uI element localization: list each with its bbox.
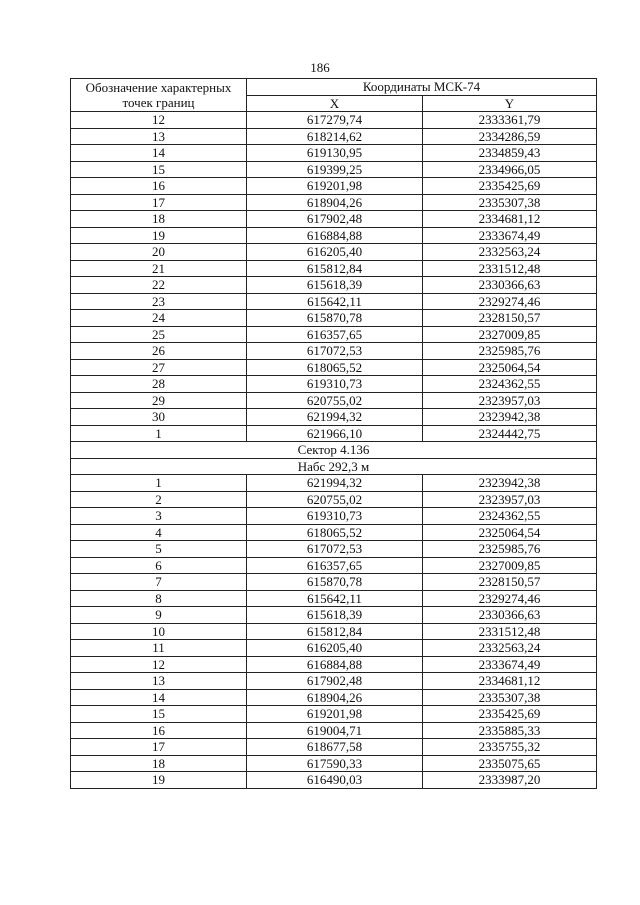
point-cell: 2	[71, 491, 247, 508]
table-row	[71, 673, 597, 690]
y-cell: 2331512,48	[423, 260, 597, 277]
y-cell: 2323957,03	[423, 491, 597, 508]
y-cell: 2328150,57	[423, 574, 597, 591]
point-cell: 10	[71, 623, 247, 640]
y-cell: 2330366,63	[423, 277, 597, 294]
point-cell: 22	[71, 277, 247, 294]
x-cell: 615812,84	[247, 260, 423, 277]
y-cell: 2335755,32	[423, 739, 597, 756]
point-cell: 21	[71, 260, 247, 277]
y-cell: 2325985,76	[423, 541, 597, 558]
y-cell: 2327009,85	[423, 557, 597, 574]
sector-header	[71, 442, 597, 475]
y-cell: 2335307,38	[423, 689, 597, 706]
point-cell: 12	[71, 112, 247, 129]
table-row	[71, 260, 597, 277]
x-cell: 618677,58	[247, 739, 423, 756]
y-cell: 2332563,24	[423, 244, 597, 261]
point-cell: 13	[71, 128, 247, 145]
point-cell: 19	[71, 227, 247, 244]
x-cell: 615870,78	[247, 310, 423, 327]
sector-title: Сектор 4.136	[71, 442, 597, 459]
y-cell: 2324362,55	[423, 508, 597, 525]
points-header-line1: Обозначение характерных	[85, 80, 232, 95]
x-cell: 617902,48	[247, 211, 423, 228]
y-cell: 2332563,24	[423, 640, 597, 657]
x-cell: 615870,78	[247, 574, 423, 591]
table-row	[71, 227, 597, 244]
table-row	[71, 244, 597, 261]
y-cell: 2335425,69	[423, 706, 597, 723]
point-cell: 24	[71, 310, 247, 327]
y-cell: 2335307,38	[423, 194, 597, 211]
x-cell: 620755,02	[247, 392, 423, 409]
table-row	[71, 722, 597, 739]
x-cell: 617590,33	[247, 755, 423, 772]
block1-rows	[71, 112, 597, 442]
table-row	[71, 607, 597, 624]
point-cell: 30	[71, 409, 247, 426]
x-cell: 619004,71	[247, 722, 423, 739]
x-cell: 618904,26	[247, 689, 423, 706]
table-row	[71, 161, 597, 178]
point-cell: 4	[71, 524, 247, 541]
y-cell: 2329274,46	[423, 293, 597, 310]
table-row	[71, 392, 597, 409]
y-cell: 2334286,59	[423, 128, 597, 145]
y-cell: 2334681,12	[423, 673, 597, 690]
table-row	[71, 178, 597, 195]
x-cell: 619310,73	[247, 508, 423, 525]
y-cell: 2334859,43	[423, 145, 597, 162]
point-cell: 17	[71, 739, 247, 756]
x-cell: 615642,11	[247, 293, 423, 310]
table-row	[71, 739, 597, 756]
y-cell: 2329274,46	[423, 590, 597, 607]
point-cell: 19	[71, 772, 247, 789]
y-cell: 2334681,12	[423, 211, 597, 228]
point-cell: 18	[71, 211, 247, 228]
x-cell: 619201,98	[247, 178, 423, 195]
block2-rows	[71, 475, 597, 789]
x-cell: 616205,40	[247, 640, 423, 657]
x-cell: 617902,48	[247, 673, 423, 690]
x-cell: 616884,88	[247, 656, 423, 673]
point-cell: 16	[71, 178, 247, 195]
point-cell: 13	[71, 673, 247, 690]
point-cell: 14	[71, 145, 247, 162]
x-cell: 619201,98	[247, 706, 423, 723]
point-cell: 25	[71, 326, 247, 343]
point-cell: 1	[71, 475, 247, 492]
point-cell: 12	[71, 656, 247, 673]
point-cell: 23	[71, 293, 247, 310]
x-column-header: X	[247, 95, 423, 112]
x-cell: 618065,52	[247, 524, 423, 541]
x-cell: 617072,53	[247, 343, 423, 360]
point-cell: 15	[71, 706, 247, 723]
point-cell: 7	[71, 574, 247, 591]
table-header	[71, 79, 597, 112]
table-row	[71, 689, 597, 706]
point-cell: 6	[71, 557, 247, 574]
y-cell: 2335425,69	[423, 178, 597, 195]
table-row	[71, 326, 597, 343]
coordinates-table	[70, 78, 597, 789]
table-row	[71, 656, 597, 673]
table-row	[71, 508, 597, 525]
coordinate-system-header: Координаты МСК-74	[247, 79, 597, 96]
point-cell: 20	[71, 244, 247, 261]
table-row	[71, 194, 597, 211]
x-cell: 616357,65	[247, 557, 423, 574]
table-row	[71, 293, 597, 310]
y-cell: 2335885,33	[423, 722, 597, 739]
table-row	[71, 755, 597, 772]
table-row	[71, 211, 597, 228]
point-cell: 17	[71, 194, 247, 211]
table-row	[71, 359, 597, 376]
x-cell: 615618,39	[247, 277, 423, 294]
y-cell: 2333361,79	[423, 112, 597, 129]
y-cell: 2335075,65	[423, 755, 597, 772]
points-header-line2: точек границ	[122, 95, 195, 110]
x-cell: 617072,53	[247, 541, 423, 558]
table-row	[71, 128, 597, 145]
point-cell: 27	[71, 359, 247, 376]
table-row	[71, 491, 597, 508]
table-row	[71, 425, 597, 442]
point-cell: 1	[71, 425, 247, 442]
y-column-header: Y	[423, 95, 597, 112]
x-cell: 621994,32	[247, 409, 423, 426]
points-column-header	[71, 79, 247, 112]
table-row	[71, 772, 597, 789]
point-cell: 3	[71, 508, 247, 525]
y-cell: 2325064,54	[423, 524, 597, 541]
x-cell: 618214,62	[247, 128, 423, 145]
table-row	[71, 557, 597, 574]
table-row	[71, 376, 597, 393]
sector-height: Набс 292,3 м	[71, 458, 597, 475]
y-cell: 2323942,38	[423, 475, 597, 492]
x-cell: 615642,11	[247, 590, 423, 607]
x-cell: 618904,26	[247, 194, 423, 211]
y-cell: 2323942,38	[423, 409, 597, 426]
point-cell: 26	[71, 343, 247, 360]
y-cell: 2325985,76	[423, 343, 597, 360]
y-cell: 2330366,63	[423, 607, 597, 624]
point-cell: 5	[71, 541, 247, 558]
point-cell: 9	[71, 607, 247, 624]
y-cell: 2331512,48	[423, 623, 597, 640]
point-cell: 8	[71, 590, 247, 607]
y-cell: 2328150,57	[423, 310, 597, 327]
y-cell: 2333987,20	[423, 772, 597, 789]
x-cell: 621966,10	[247, 425, 423, 442]
table-row	[71, 310, 597, 327]
x-cell: 615812,84	[247, 623, 423, 640]
table-row	[71, 112, 597, 129]
point-cell: 11	[71, 640, 247, 657]
x-cell: 616884,88	[247, 227, 423, 244]
table-row	[71, 541, 597, 558]
y-cell: 2333674,49	[423, 656, 597, 673]
table-row	[71, 343, 597, 360]
table-row	[71, 623, 597, 640]
table-row	[71, 475, 597, 492]
x-cell: 620755,02	[247, 491, 423, 508]
x-cell: 621994,32	[247, 475, 423, 492]
point-cell: 14	[71, 689, 247, 706]
point-cell: 18	[71, 755, 247, 772]
x-cell: 619399,25	[247, 161, 423, 178]
y-cell: 2333674,49	[423, 227, 597, 244]
y-cell: 2325064,54	[423, 359, 597, 376]
y-cell: 2324442,75	[423, 425, 597, 442]
y-cell: 2323957,03	[423, 392, 597, 409]
x-cell: 617279,74	[247, 112, 423, 129]
point-cell: 28	[71, 376, 247, 393]
y-cell: 2327009,85	[423, 326, 597, 343]
page-number: 186	[310, 60, 330, 75]
point-cell: 29	[71, 392, 247, 409]
table-row	[71, 590, 597, 607]
y-cell: 2324362,55	[423, 376, 597, 393]
x-cell: 618065,52	[247, 359, 423, 376]
x-cell: 615618,39	[247, 607, 423, 624]
table-row	[71, 574, 597, 591]
table-row	[71, 640, 597, 657]
x-cell: 616357,65	[247, 326, 423, 343]
table-row	[71, 706, 597, 723]
table-row	[71, 524, 597, 541]
table-row	[71, 277, 597, 294]
table-row	[71, 409, 597, 426]
table-row	[71, 145, 597, 162]
point-cell: 16	[71, 722, 247, 739]
x-cell: 619130,95	[247, 145, 423, 162]
x-cell: 619310,73	[247, 376, 423, 393]
y-cell: 2334966,05	[423, 161, 597, 178]
x-cell: 616205,40	[247, 244, 423, 261]
point-cell: 15	[71, 161, 247, 178]
x-cell: 616490,03	[247, 772, 423, 789]
